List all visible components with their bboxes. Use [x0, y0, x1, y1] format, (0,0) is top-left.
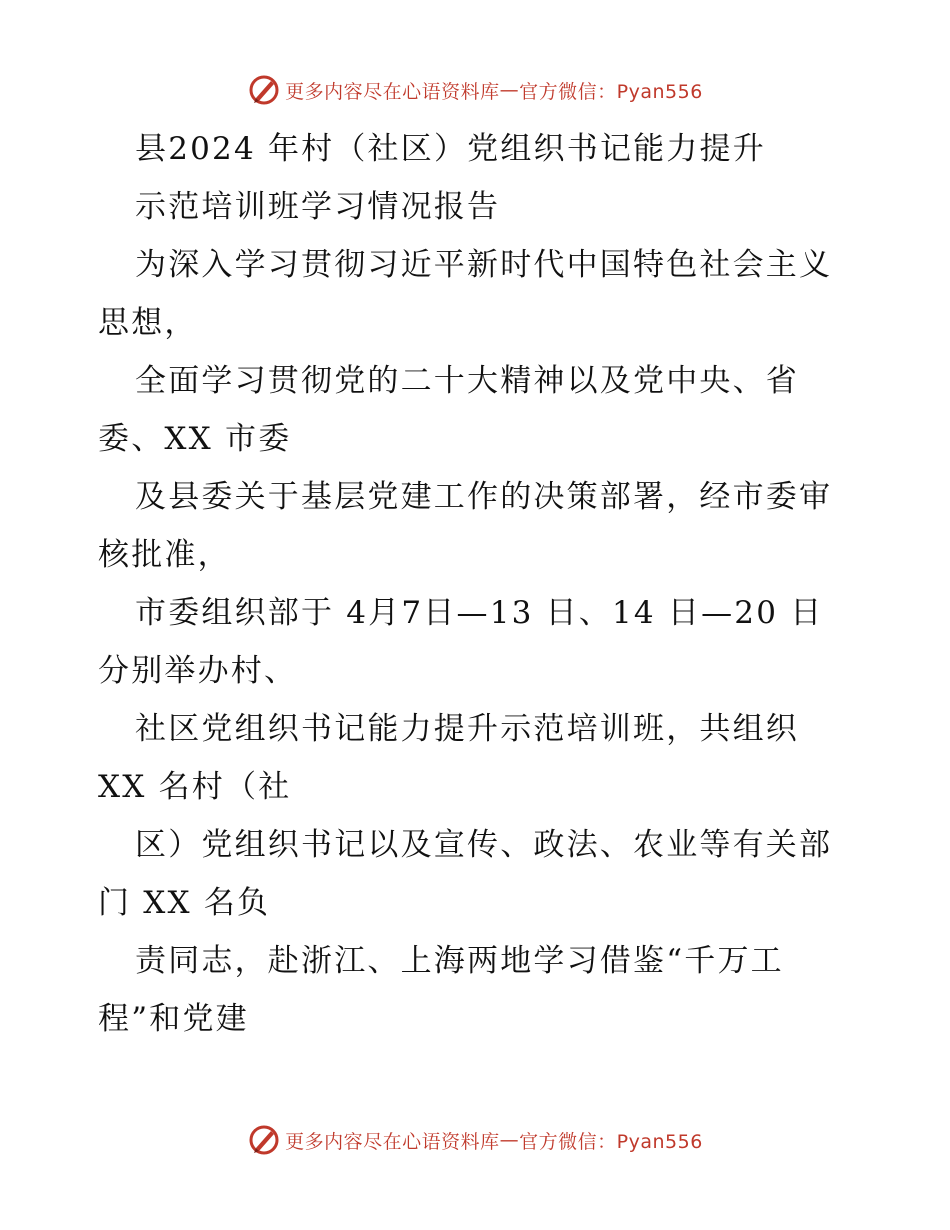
document-line: XX 名村（社 [98, 769, 292, 805]
document-line: 责同志，赴浙江、上海两地学习借鉴“千万工 [135, 943, 784, 979]
document-line: 及县委关于基层党建工作的决策部署，经市委审 [135, 479, 833, 515]
header-watermark [0, 70, 950, 110]
watermark-text: 更多内容尽在心语资料库 [285, 1130, 500, 1153]
watermark-separator: — [499, 79, 520, 101]
document-line: 分别举办村、 [98, 653, 298, 689]
document-line: 示范培训班学习情况报告 [135, 189, 501, 225]
document-line: 市委组织部于 4月7日—13 日、14 日—20 日 [135, 595, 824, 631]
document-line: 县2024 年村（社区）党组织书记能力提升 [135, 131, 766, 167]
document-line: 为深入学习贯彻习近平新时代中国特色社会主义 [135, 247, 833, 283]
document-line: 核批准， [98, 537, 231, 573]
watermark-account: 官方微信：Pyan556 [519, 80, 703, 103]
document-line: 门 XX 名负 [98, 885, 271, 921]
document-line: 全面学习贯彻党的二十大精神以及党中央、省 [135, 363, 799, 399]
document-line: 区）党组织书记以及宣传、政法、农业等有关部 [135, 827, 833, 863]
footer-watermark [0, 1120, 950, 1160]
document-line: 委、XX 市委 [98, 421, 292, 457]
watermark-text: 更多内容尽在心语资料库 [285, 80, 500, 103]
watermark-account: 官方微信：Pyan556 [519, 1130, 703, 1153]
document-line: 社区党组织书记能力提升示范培训班，共组织 [135, 711, 799, 747]
document-line: 程”和党建 [98, 1001, 249, 1037]
watermark-separator: — [499, 1129, 520, 1151]
pen-circle-logo-icon [247, 1123, 281, 1157]
document-body [98, 120, 858, 1048]
document-line: 思想， [98, 305, 198, 341]
pen-circle-logo-icon [247, 73, 281, 107]
